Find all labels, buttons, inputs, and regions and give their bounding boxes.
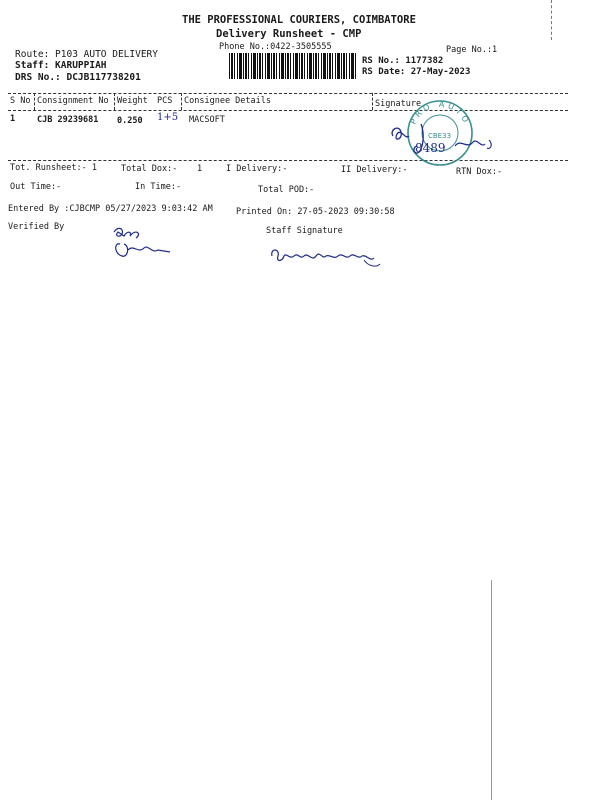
col-divider-4	[372, 93, 373, 110]
total-pod: Total POD:-	[258, 185, 315, 195]
stamp-code: CBE33	[428, 132, 452, 140]
staff-signature	[268, 244, 388, 274]
document-title: Delivery Runsheet - CMP	[216, 28, 362, 40]
rtn-dox: RTN Dox:-	[456, 167, 503, 177]
verified-by: Verified By	[8, 222, 65, 232]
col-divider-3	[181, 93, 182, 110]
col-header-sno: S No	[10, 96, 31, 106]
total-dox-label: Total Dox:-	[121, 164, 178, 174]
rs-number: RS No.: 1177382	[362, 56, 444, 66]
phone-number: Phone No.:0422-3505555	[219, 42, 332, 52]
col-header-pcs: PCS	[157, 96, 173, 106]
out-time: Out Time:-	[10, 182, 62, 192]
printed-on: Printed On: 27-05-2023 09:30:58	[236, 207, 395, 217]
staff-label: Staff: KARUPPIAH	[15, 60, 107, 71]
total-dox-value: 1	[197, 164, 203, 174]
col-header-weight: Weight	[117, 96, 148, 106]
stamp-text: PRO AUTO	[408, 99, 472, 127]
col-header-signature: Signature	[375, 99, 422, 109]
col-divider-1	[34, 93, 35, 110]
recipient-signature	[385, 118, 495, 163]
table-top-rule	[8, 93, 568, 94]
col-header-consignment: Consignment No	[37, 96, 109, 106]
cell-sno: 1	[10, 114, 16, 124]
tot-runsheet: Tot. Runsheet:- 1	[10, 163, 97, 173]
entered-by: Entered By :CJBCMP 05/27/2023 9:03:42 AM	[8, 204, 213, 214]
staff-signature-label: Staff Signature	[266, 226, 343, 236]
page-number: Page No.:1	[446, 45, 498, 55]
col-divider-2	[114, 93, 115, 110]
cell-consignment-no: CJB 29239681	[37, 115, 99, 125]
cell-pcs: 1+5	[157, 112, 179, 123]
cell-consignee: MACSOFT	[189, 115, 225, 125]
drs-number: DRS No.: DCJB117738201	[15, 72, 141, 83]
verifier-signature	[110, 224, 180, 264]
route-label: Route: P103 AUTO DELIVERY	[15, 49, 158, 60]
col-header-consignee: Consignee Details	[184, 96, 271, 106]
rs-date: RS Date: 27-May-2023	[362, 67, 471, 77]
barcode	[229, 53, 356, 79]
barcode-edge-line	[551, 0, 552, 40]
i-delivery: I Delivery:-	[226, 164, 288, 174]
ii-delivery: II Delivery:-	[341, 165, 408, 175]
company-name: THE PROFESSIONAL COURIERS, COIMBATORE	[182, 14, 416, 26]
scan-edge-line	[491, 580, 492, 800]
in-time: In Time:-	[135, 182, 182, 192]
signature-number: 8489	[415, 141, 446, 155]
cell-weight: 0.250	[117, 116, 143, 126]
